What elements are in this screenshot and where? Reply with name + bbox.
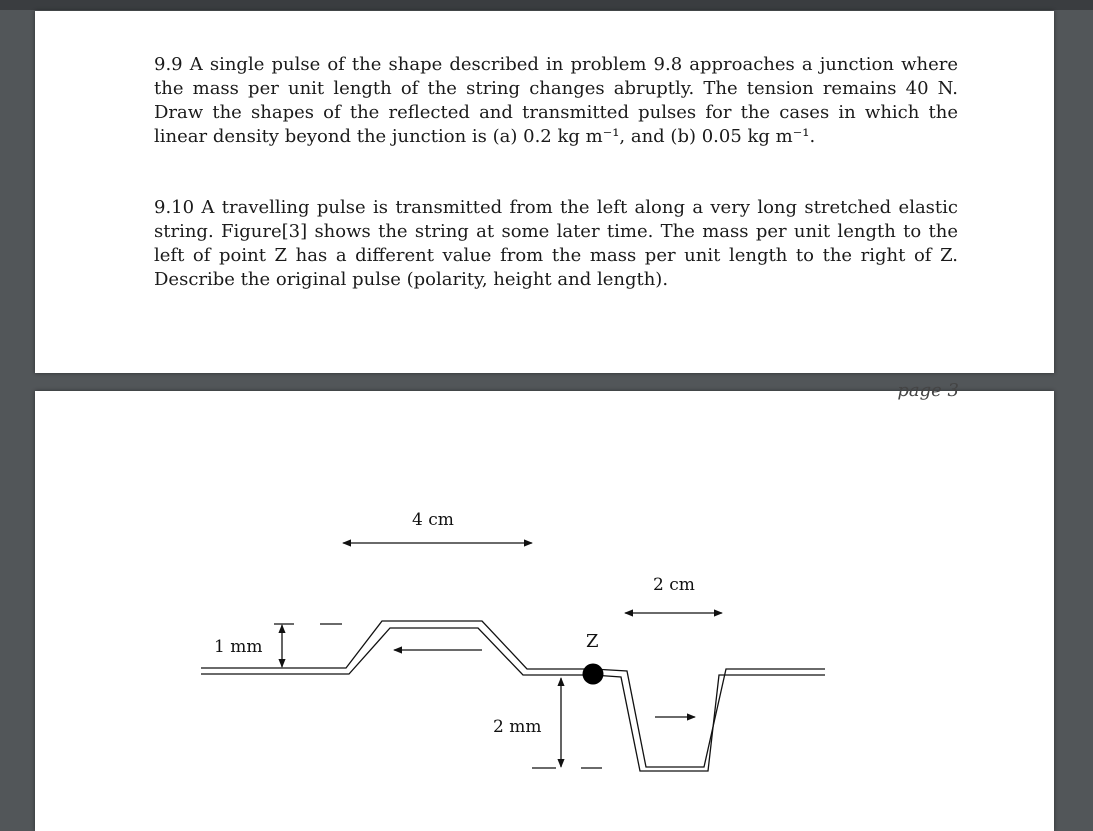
viewer-top-bar bbox=[0, 0, 1093, 10]
label-4cm: 4 cm bbox=[412, 510, 454, 530]
label-2mm: 2 mm bbox=[493, 717, 542, 737]
problem-9-9-text: 9.9 A single pulse of the shape described in problem 9.8 approaches a junction where the mass per unit length of the string changes abruptly. The tension remains 40 N. Draw the shapes of the reflected and transmitted pulses for the cases in which the linear density beyond the junction is (a) 0.2 kg m⁻¹, and (b) 0.05 kg m⁻¹. bbox=[154, 54, 958, 147]
dimension-2mm bbox=[532, 678, 602, 768]
document-page-2 bbox=[35, 11, 1054, 373]
label-1mm: 1 mm bbox=[214, 637, 263, 657]
string-lower-line bbox=[201, 628, 825, 771]
problem-9-10-text: 9.10 A travelling pulse is transmitted from the left along a very long stretched elastic string. Figure[3] shows the string at some later time. The mass per unit length to the left of point Z has a different value from the mass per unit length to the right of Z. Describe the original pulse (polarity, height and length). bbox=[154, 197, 958, 290]
document-page-3 bbox=[35, 380, 1054, 831]
label-z: Z bbox=[586, 631, 599, 652]
page-number: page 3 bbox=[897, 380, 959, 401]
string-outline bbox=[201, 621, 825, 771]
dimension-1mm bbox=[274, 624, 342, 667]
label-2cm: 2 cm bbox=[653, 575, 695, 595]
string-upper-line bbox=[201, 621, 825, 767]
junction-point-z bbox=[583, 664, 604, 685]
string-pulse-figure bbox=[35, 391, 1054, 831]
